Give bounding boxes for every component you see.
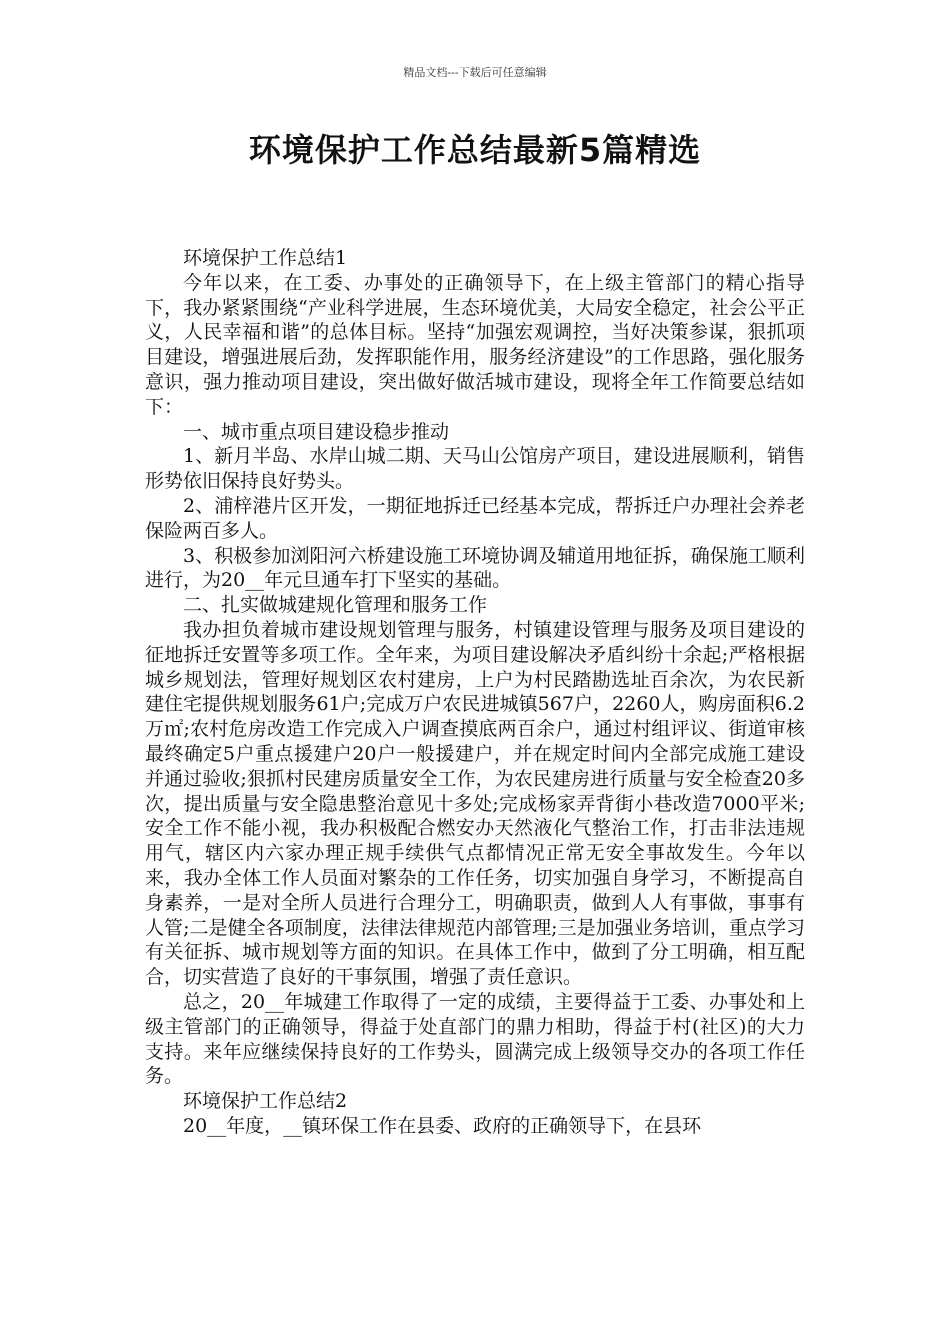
document-body: [145, 246, 805, 1139]
paragraph: 2、浦梓港片区开发，一期征地拆迁已经基本完成，帮拆迁户办理社会养老保险两百多人。: [145, 494, 805, 542]
subsection-heading: 二、扎实做城建规化管理和服务工作: [183, 594, 488, 617]
section-heading: 环境保护工作总结2: [183, 1090, 348, 1113]
section-heading: 环境保护工作总结1: [183, 247, 348, 269]
document-title: 环境保护工作总结最新5篇精选: [248, 131, 702, 169]
paragraph: 1、新月半岛、水岸山城二期、天马山公馆房产项目，建设进展顺利，销售形势依旧保持良好势头。: [145, 445, 805, 493]
header-note: 精品文档---下载后可任意编辑: [403, 66, 547, 79]
paragraph: 总之，20__年城建工作取得了一定的成绩，主要得益于工委、办事处和上级主管部门的正确领导，得益于处直部门的鼎力相助，得益于村(社区)的大力支持。来年应继续保持良好的工作势头，圆满完成上级领导交办的各项工作任务。: [145, 990, 805, 1088]
subsection-heading: 一、城市重点项目建设稳步推动: [183, 420, 450, 443]
paragraph: 今年以来，在工委、办事处的正确领导下，在上级主管部门的精心指导下，我办紧紧围绕“产业科学进展，生态环境优美，大局安全稳定，社会公平正义，人民幸福和谐”的总体目标。坚持“加强宏观调控，当好决策参谋，狠抓项目建设，增强进展后劲，发挥职能作用，服务经济建设”的工作思路，强化服务意识，强力推动项目建设，突出做好做活城市建设，现将全年工作简要总结如下：: [145, 271, 805, 418]
paragraph: 20__年度，__镇环保工作在县委、政府的正确领导下，在县环: [183, 1114, 702, 1137]
paragraph: 3、积极参加浏阳河六桥建设施工环境协调及辅道用地征拆，确保施工顺利进行，为20__年元旦通车打下坚实的基础。: [145, 544, 805, 592]
paragraph: 我办担负着城市建设规划管理与服务，村镇建设管理与服务及项目建设的征地拆迁安置等多项工作。全年来，为项目建设解决矛盾纠纷十余起;严格根据城乡规划法，管理好规划区农村建房，上户为村民踏勘选址百余次，为农民新建住宅提供规划服务61户;完成万户农民进城镇567户，2260人，购房面积6.2万㎡;农村危房改造工作完成入户调查摸底两百余户，通过村组评议、街道审核最终确定5户重点援建户20户一般援建户，并在规定时间内全部完成施工建设并通过验收;狠抓村民建房质量安全工作，为农民建房进行质量与安全检查20多次，提出质量与安全隐患整治意见十多处;完成杨家弄背街小巷改造7000平米;安全工作不能小视，我办积极配合燃安办天然液化气整治工作，打击非法违规用气，辖区内六家办理正规手续供气点都情况正常无安全事故发生。今年以来，我办全体工作人员面对繁杂的工作任务，切实加强自身学习，不断提高自身素养，一是对全所人员进行合理分工，明确职责，做到人人有事做，事事有人管;二是健全各项制度，法律法律规范内部管理;三是加强业务培训，重点学习有关征拆、城市规划等方面的知识。在具体工作中，做到了分工明确，相互配合，切实营造了良好的干事氛围，增强了责任意识。: [145, 618, 805, 989]
